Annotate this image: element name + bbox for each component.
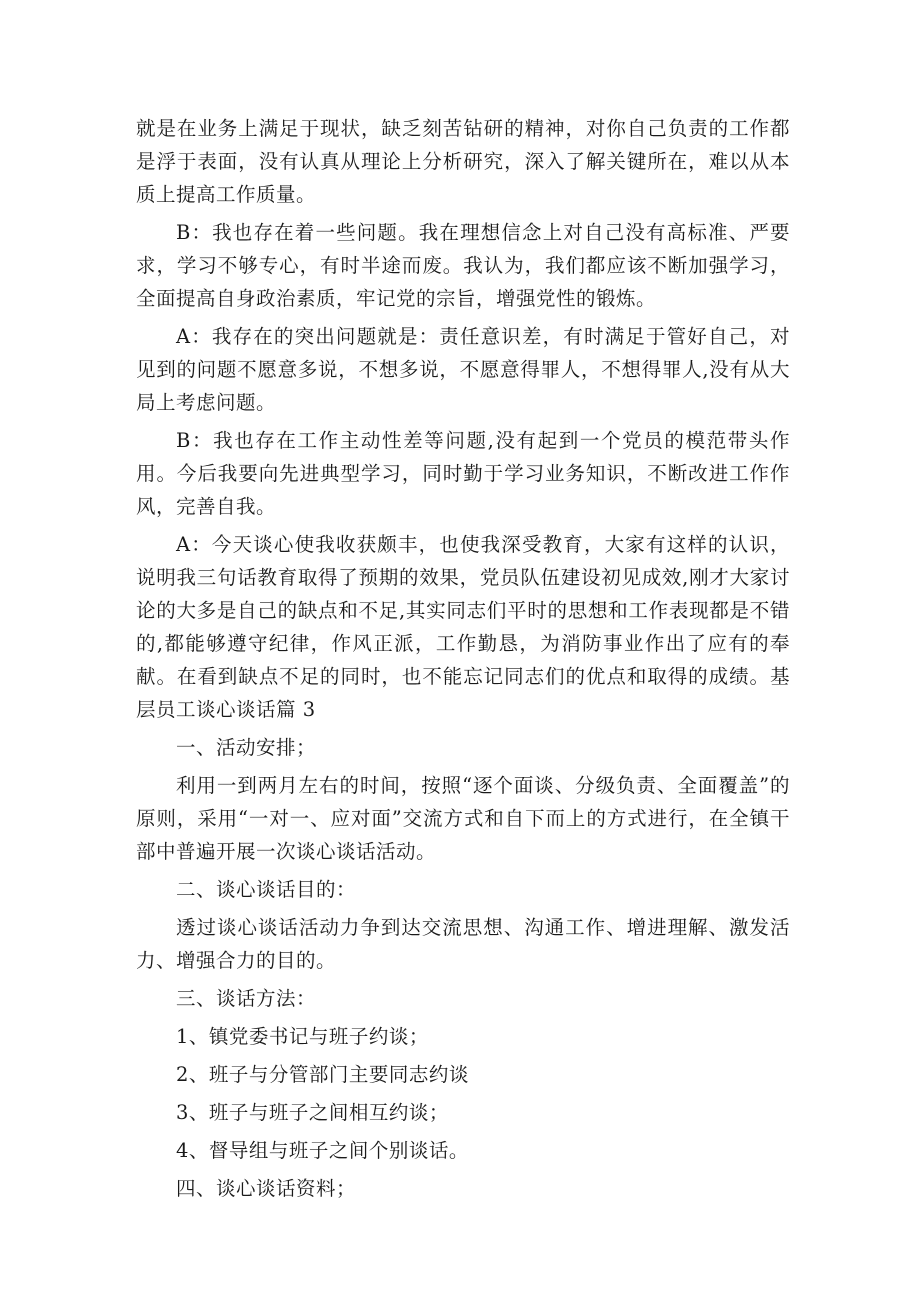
- paragraph: B：我也存在工作主动性差等问题,没有起到一个党员的模范带头作用。今后我要向先进典型学习，同时勤于学习业务知识，不断改进工作作风，完善自我。: [136, 429, 790, 518]
- section-heading: 三、谈话方法：: [176, 987, 317, 1010]
- list-item: 1、镇党委书记与班子约谈；: [176, 1025, 429, 1048]
- paragraph: 利用一到两月左右的时间，按照“逐个面谈、分级负责、全面覆盖”的原则，采用“一对一、应对面”交流方式和自下而上的方式进行，在全镇干部中普遍开展一次谈心谈话活动。: [136, 774, 790, 863]
- paragraph: A：我存在的突出问题就是：责任意识差，有时满足于管好自己，对见到的问题不愿意多说，不想多说，不愿意得罪人，不想得罪人,没有从大局上考虑问题。: [136, 325, 790, 414]
- paragraph: 就是在业务上满足于现状，缺乏刻苦钻研的精神，对你自己负责的工作都是浮于表面，没有认真从理论上分析研究，深入了解关键所在，难以从本质上提高工作质量。: [136, 117, 790, 206]
- list-item: 2、班子与分管部门主要同志约谈: [176, 1063, 469, 1086]
- section-heading: 一、活动安排；: [176, 736, 317, 759]
- paragraph: A：今天谈心使我收获颇丰，也使我深受教育，大家有这样的认识，说明我三句话教育取得了预期的效果，党员队伍建设初见成效,刚才大家讨论的大多是自己的缺点和不足,其实同志们平时的思想和工作表现都是不错的,都能够遵守纪律，作风正派，工作勤恳，为消防事业作出了应有的奉献。在看到缺点不足的同时，也不能忘记同志们的优点和取得的成绩。基层员工谈心谈话篇 3: [136, 533, 790, 721]
- list-item: 3、班子与班子之间相互约谈；: [176, 1101, 449, 1124]
- section-heading: 四、谈心谈话资料；: [176, 1177, 357, 1200]
- paragraph: B：我也存在着一些问题。我在理想信念上对自己没有高标准、严要求，学习不够专心，有时半途而废。我认为，我们都应该不断加强学习，全面提高自身政治素质，牢记党的宗旨，增强党性的锻炼。: [136, 221, 790, 310]
- section-heading: 二、谈心谈话目的：: [176, 878, 357, 901]
- document-body: [136, 112, 790, 1210]
- list-item: 4、督导组与班子之间个别谈话。: [176, 1139, 469, 1162]
- paragraph: 透过谈心谈话活动力争到达交流思想、沟通工作、增进理解、激发活力、增强合力的目的。: [136, 916, 790, 972]
